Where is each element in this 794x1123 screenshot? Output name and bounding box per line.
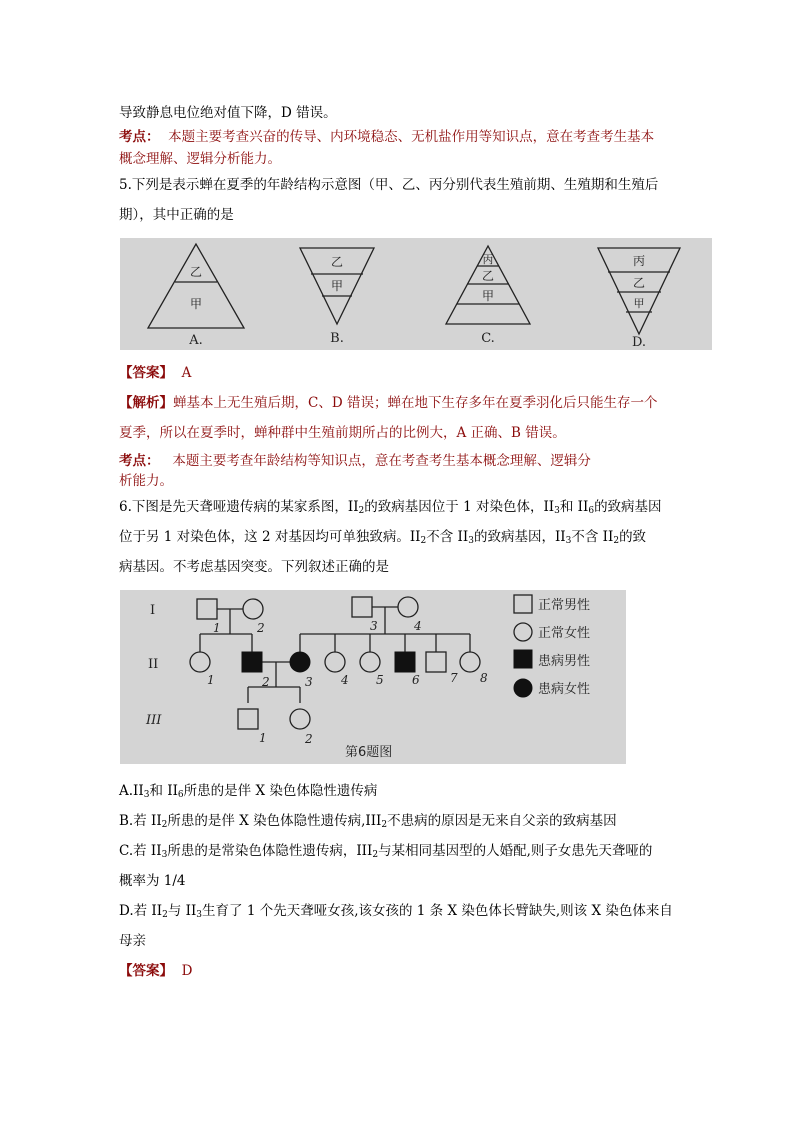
question-6-line-2: 位于另 1 对染色体，这 2 对基因均可单独致病。$II_2$不含 $II_3$的致病基因，$II_3$不含 $II_2$的致 <box>119 529 647 546</box>
label-c-bing: 丙 <box>482 253 494 266</box>
II3-affected-female <box>290 652 310 672</box>
label-b-jia: 甲 <box>330 279 344 293</box>
option-b-label: B. <box>330 331 344 346</box>
svg-text:3: 3 <box>370 619 378 633</box>
figure-caption: 第6题图 <box>345 745 393 760</box>
pyramid-a <box>148 244 244 328</box>
option-b: B.若 $II_2$所患的是伴 X 染色体隐性遗传病$,III_2$不患病的原因是无来自父亲的致病基因 <box>119 813 617 830</box>
svg-text:2: 2 <box>262 675 270 689</box>
option-a: $A.II_3$和 $II_6$所患的是伴 X 染色体隐性遗传病 <box>119 783 378 800</box>
explanation-5-line-1: 【解析】蝉基本上无生殖后期，C、D 错误；蝉在地下生存多年在夏季羽化后只能生存一个 <box>119 395 658 411</box>
text-line: 导致静息电位绝对值下降，D 错误。 <box>119 105 337 121</box>
II5-normal-female <box>360 652 380 672</box>
I1-normal-male <box>197 599 217 619</box>
svg-text:8: 8 <box>480 671 488 685</box>
kaodian-line: 考点： 本题主要考查兴奋的传导、内环境稳态、无机盐作用等知识点，意在考查考生基本 <box>119 129 655 145</box>
label-a-yi: 乙 <box>189 265 203 279</box>
option-a-label: A. <box>189 333 203 348</box>
gen-II-label: II <box>148 657 159 672</box>
kaodian-label: 考点： <box>119 129 160 145</box>
gen-III-label: III <box>146 713 162 728</box>
option-d-line-1: D.若 $II_2$与 $II_3$生育了 1 个先天聋哑女孩,该女孩的 1 条 X 染色体长臂缺失,则该 X 染色体来自 <box>119 903 673 920</box>
label-c-jia: 甲 <box>481 289 495 303</box>
option-c-label: C. <box>481 331 495 346</box>
I4-normal-female <box>398 597 418 617</box>
svg-text:2: 2 <box>305 732 313 746</box>
kaodian-line-3: 考点： 本题主要考查年龄结构等知识点，意在考查考生基本概念理解、逻辑分 <box>119 453 591 469</box>
svg-text:2: 2 <box>257 621 265 635</box>
II6-affected-male <box>395 652 415 672</box>
II7-normal-male <box>426 652 446 672</box>
III2-normal-female <box>290 709 310 729</box>
age-structure-svg <box>120 238 712 350</box>
label-c-yi: 乙 <box>481 269 495 283</box>
svg-text:3: 3 <box>305 675 313 689</box>
label-d-yi: 乙 <box>632 276 646 290</box>
svg-text:1: 1 <box>207 673 215 687</box>
kaodian-line-4: 析能力。 <box>119 473 173 489</box>
III1-normal-male <box>238 709 258 729</box>
answer-5: 【答案】 A <box>119 365 192 381</box>
svg-text:5: 5 <box>376 673 384 687</box>
gen-I-label: I <box>150 603 156 618</box>
svg-text:4: 4 <box>341 673 349 687</box>
label-d-bing: 丙 <box>632 254 646 268</box>
question-6-line-1: 6.下图是先天聋哑遗传病的某家系图，$II_2$的致病基因位于 1 对染色体，$II_3$和 $II_6$的致病基因 <box>119 499 662 516</box>
II4-normal-female <box>325 652 345 672</box>
II8-normal-female <box>460 652 480 672</box>
II2-affected-male <box>242 652 262 672</box>
option-c-line-2: 概率为 1/4 <box>119 873 186 889</box>
svg-text:6: 6 <box>412 673 420 687</box>
I3-normal-male <box>352 597 372 617</box>
answer-6: 【答案】 D <box>119 963 193 979</box>
svg-text:7: 7 <box>450 671 458 685</box>
legend-normal-female: 正常女性 <box>538 626 591 641</box>
question-5-line-2: 期），其中正确的是 <box>119 207 234 223</box>
pedigree-figure <box>120 590 626 764</box>
svg-text:1: 1 <box>213 621 221 635</box>
II1-normal-female <box>190 652 210 672</box>
option-d-label: D. <box>631 335 647 350</box>
legend-affected-female: 患病女性 <box>538 682 591 697</box>
pedigree-svg <box>120 590 626 764</box>
age-structure-figure <box>120 238 712 350</box>
legend-normal-male: 正常男性 <box>538 598 591 613</box>
svg-text:1: 1 <box>259 731 267 745</box>
legend-affected-male: 患病男性 <box>538 654 591 669</box>
I2-normal-female <box>243 599 263 619</box>
explanation-5-line-2: 夏季，所以在夏季时，蝉种群中生殖前期所占的比例大，A 正确、B 错误。 <box>119 425 566 441</box>
label-b-yi: 乙 <box>330 255 344 269</box>
label-d-jia: 甲 <box>633 297 645 310</box>
svg-text:4: 4 <box>414 619 422 633</box>
option-d-line-2: 母亲 <box>119 933 146 949</box>
question-6-line-3: 病基因。不考虑基因突变。下列叙述正确的是 <box>119 559 389 575</box>
kaodian-line-2: 概念理解、逻辑分析能力。 <box>119 151 281 167</box>
label-a-jia: 甲 <box>189 297 203 311</box>
option-c-line-1: C.若 $II_3$所患的是常染色体隐性遗传病，$III_2$与某相同基因型的人婚配,则子女患先天聋哑的 <box>119 843 653 860</box>
question-5-line-1: 5.下列是表示蝉在夏季的年龄结构示意图（甲、乙、丙分别代表生殖前期、生殖期和生殖后 <box>119 177 659 193</box>
